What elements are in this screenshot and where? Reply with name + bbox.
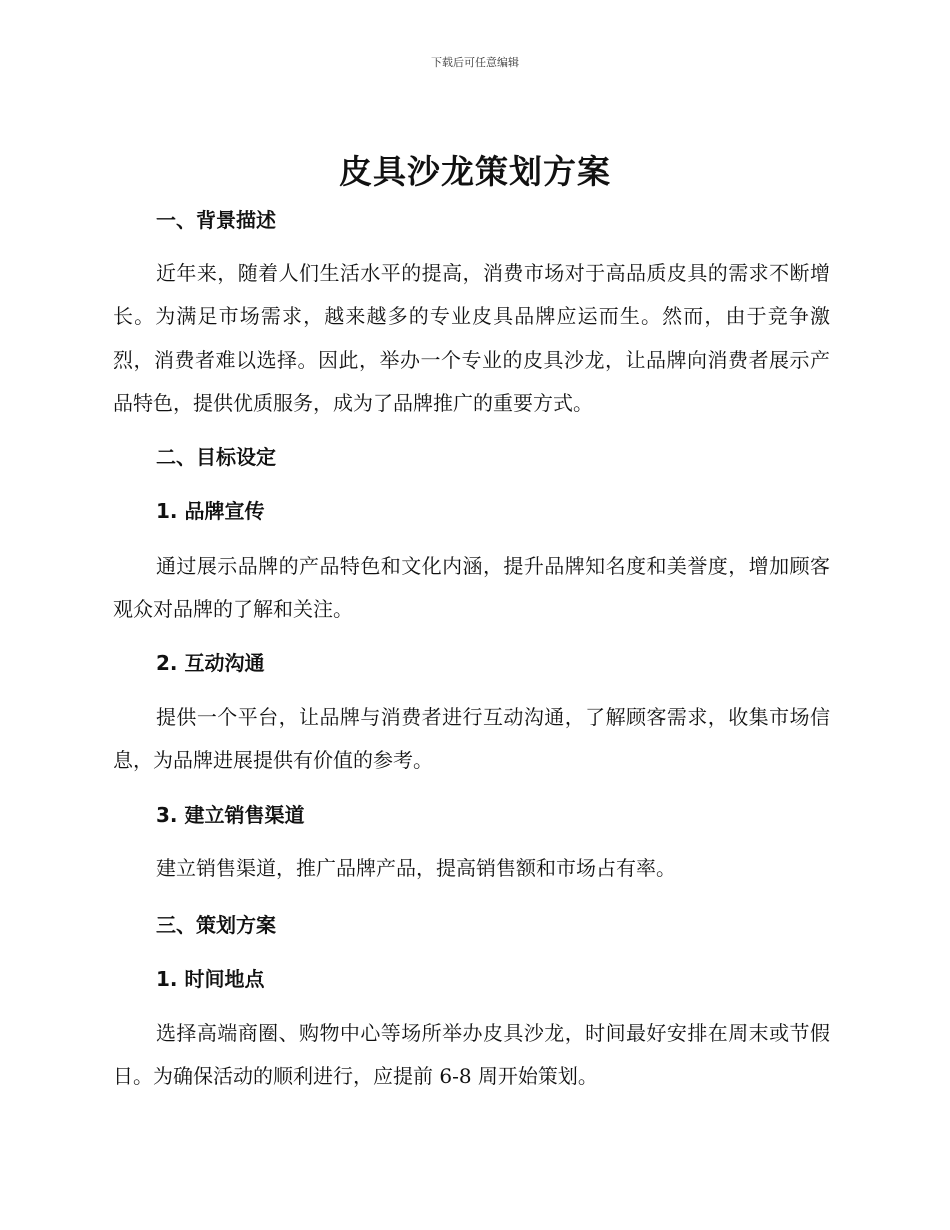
document-title: 皮具沙龙策划方案 — [339, 152, 611, 191]
background-paragraph: 近年来，随着人们生活水平的提高，消费市场对于高品质皮具的需求不断增长。为满足市场需求，越来越多的专业皮具品牌应运而生。然而，由于竞争激烈，消费者难以选择。因此，举办一个专业的皮具沙龙，让品牌向消费者展示产品特色，提供优质服务，成为了品牌推广的重要方式。 — [113, 261, 830, 415]
goal-paragraph-brand: 通过展示品牌的产品特色和文化内涵，提升品牌知名度和美誉度，增加顾客观众对品牌的了解和关注。 — [113, 554, 830, 622]
goal-heading-sales: 3. 建立销售渠道 — [156, 803, 305, 827]
plan-paragraph-time-place: 选择高端商圈、购物中心等场所举办皮具沙龙，时间最好安排在周末或节假日。为确保活动的顺利进行，应提前 6-8 周开始策划。 — [113, 1021, 830, 1089]
section-heading-background: 一、背景描述 — [156, 208, 276, 232]
section-heading-plan: 三、策划方案 — [156, 913, 276, 937]
goal-paragraph-interaction: 提供一个平台，让品牌与消费者进行互动沟通，了解顾客需求，收集市场信息，为品牌进展提供有价值的参考。 — [113, 705, 830, 773]
goal-heading-brand: 1. 品牌宣传 — [156, 499, 265, 523]
plan-heading-time-place: 1. 时间地点 — [156, 967, 265, 991]
section-heading-goals: 二、目标设定 — [156, 445, 276, 469]
goal-heading-interaction: 2. 互动沟通 — [156, 651, 265, 675]
header-note: 下载后可任意编辑 — [431, 56, 519, 69]
goal-paragraph-sales: 建立销售渠道，推广品牌产品，提高销售额和市场占有率。 — [156, 856, 676, 880]
